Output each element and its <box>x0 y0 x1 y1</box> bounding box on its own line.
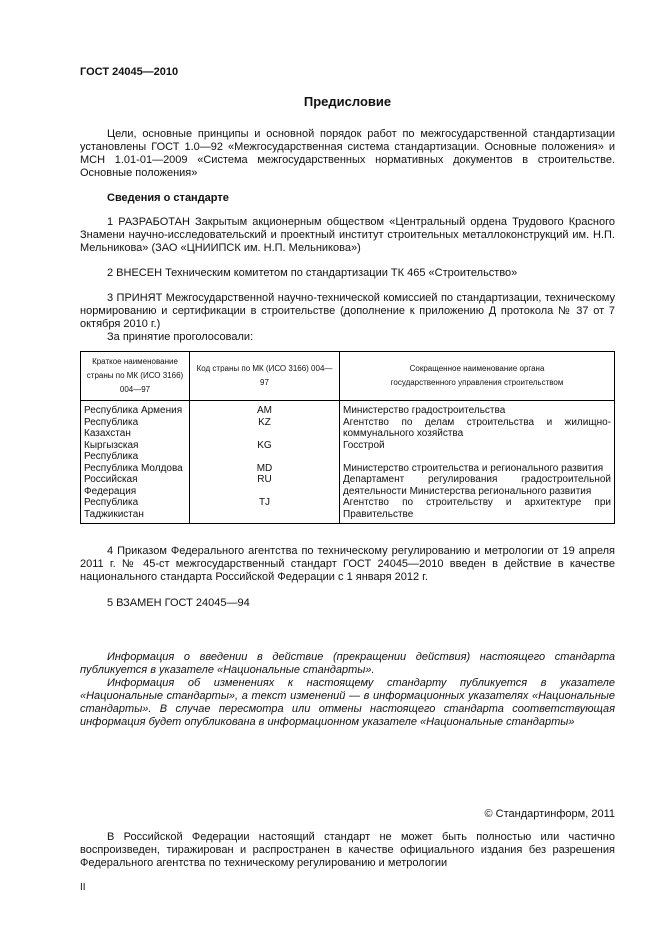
header-authority: Сокращенное наименование органа государственного управления строительством <box>340 352 615 401</box>
doc-code-header: ГОСТ 24045—2010 <box>80 66 179 78</box>
authority: Госстрой <box>340 440 615 463</box>
country: Кыргызская Республика <box>84 439 139 462</box>
country: Республика Армения <box>84 405 183 416</box>
country: Российская Федерация <box>84 474 138 497</box>
authority: Агентство по делам строительства и жилищно-коммунального хозяйства <box>340 417 615 440</box>
section-title: Сведения о стандарте <box>107 192 229 204</box>
country-code: AM <box>190 401 340 417</box>
item-2: 2 ВНЕСЕН Техническим комитетом по стандартизации ТК 465 «Строительство» <box>107 267 518 279</box>
table-row <box>81 401 615 417</box>
item-4: 4 Приказом Федерального агентства по техническому регулированию и метрологии от 19 апреля 2011 г. № 45-ст межгосударственный стандарт ГОСТ 24045—2010 введен в действие в качестве национального стандарта Российской Федерации с 1 января 2012 г. <box>80 545 615 583</box>
country: Республика Таджикистан <box>84 497 144 520</box>
item-1: 1 РАЗРАБОТАН Закрытым акционерным обществом «Центральный ордена Трудового Красного Знамени научно-исследовательский и проектный институт строительных металлоконструкций им. Н.П. Мельникова» (ЗАО «ЦНИИПСК им. Н.П. Мельникова») <box>80 216 615 254</box>
voting-table <box>80 351 615 524</box>
page-title: Предисловие <box>303 94 392 109</box>
table-row <box>81 417 615 440</box>
country-code: MD <box>190 463 340 475</box>
info-paragraph-2: Информация об изменениях к настоящему стандарту публикуется в указателе «Национальные стандарты», а текст изменений — в информационных указателях «Национальные стандарты». В случае пересмотра или отмены настоящего стандарта соответствующая информация будет опубликована в информационном указателе «Национальные стандарты» <box>80 677 615 728</box>
table-row <box>81 497 615 524</box>
country-code: KZ <box>190 417 340 440</box>
authority: Департамент регулирования градостроительной деятельности Министерства регионального развития <box>340 474 615 497</box>
table-row <box>81 440 615 463</box>
header-code: Код страны по МК (ИСО 3166) 004—97 <box>190 352 340 401</box>
voted-label: За принятие проголосовали: <box>107 331 254 343</box>
country-code: RU <box>190 474 340 497</box>
header-country: Краткое наименование страны по МК (ИСО 3166) 004—97 <box>81 352 190 401</box>
authority: Агентство по строительству и архитектуре при Правительстве <box>340 497 615 524</box>
country: Республика Казахстан <box>84 416 139 439</box>
copyright: © Стандартинформ, 2011 <box>484 808 615 820</box>
item-3: 3 ПРИНЯТ Межгосударственной научно-технической комиссией по стандартизации, техническому нормированию и сертификации в строительстве (дополнение к приложению Д протокола № 37 от 7 октября 2010 г.) <box>80 292 615 330</box>
table-header-row <box>81 352 615 401</box>
notice-paragraph: В Российской Федерации настоящий стандарт не может быть полностью или частично воспроизведен, тиражирован и распространен в качестве официального издания без разрешения Федерального агентства по техническому регулированию и метрологии <box>80 831 615 869</box>
intro-paragraph: Цели, основные принципы и основной порядок работ по межгосударственной стандартизации установлены ГОСТ 1.0—92 «Межгосударственная система стандартизации. Основные положения» и МСН 1.01-01—2009 «Система межгосударственных нормативных документов в строительстве. Основные положения» <box>80 128 615 179</box>
info-paragraph-1: Информация о введении в действие (прекращении действия) настоящего стандарта публикуется в указателе «Национальные стандарты». <box>80 651 615 676</box>
country-code: KG <box>190 440 340 463</box>
authority: Министерство градостроительства <box>340 401 615 417</box>
country-code: TJ <box>190 497 340 524</box>
table-row <box>81 463 615 475</box>
table-row <box>81 474 615 497</box>
page-number: II <box>80 882 86 893</box>
item-5: 5 ВЗАМЕН ГОСТ 24045—94 <box>107 597 250 609</box>
country: Республика Молдова <box>84 462 183 474</box>
authority: Министерство строительства и регионального развития <box>340 463 615 475</box>
